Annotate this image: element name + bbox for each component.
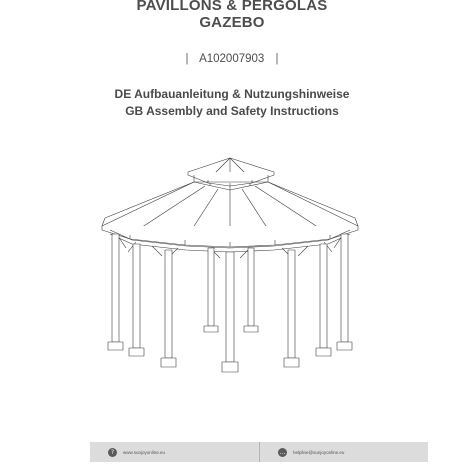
- question-icon: ?: [108, 448, 117, 457]
- email-link[interactable]: helpline@sunjoyonline.eu: [293, 449, 345, 455]
- footer-bar: [90, 442, 428, 462]
- posts: [108, 234, 352, 372]
- instructions-de: DE Aufbauanleitung & Nutzungshinweise: [114, 87, 350, 101]
- article-number: A102007903: [199, 53, 265, 65]
- main-roof: [102, 182, 358, 247]
- chat-icon: …: [279, 448, 286, 456]
- title-line-2: GAZEBO: [199, 14, 265, 31]
- separator-right: |: [275, 53, 279, 65]
- website-link[interactable]: www.sunjoyonline.eu: [123, 449, 166, 455]
- gazebo-illustration: [90, 150, 370, 375]
- instructions-gb: GB Assembly and Safety Instructions: [125, 104, 339, 118]
- footer-website: [90, 442, 259, 462]
- title-line-1: PAVILLONS & PERGOLAS: [136, 0, 328, 14]
- article-number-row: [0, 53, 464, 65]
- footer-email: [259, 442, 428, 462]
- separator-left: |: [185, 53, 189, 65]
